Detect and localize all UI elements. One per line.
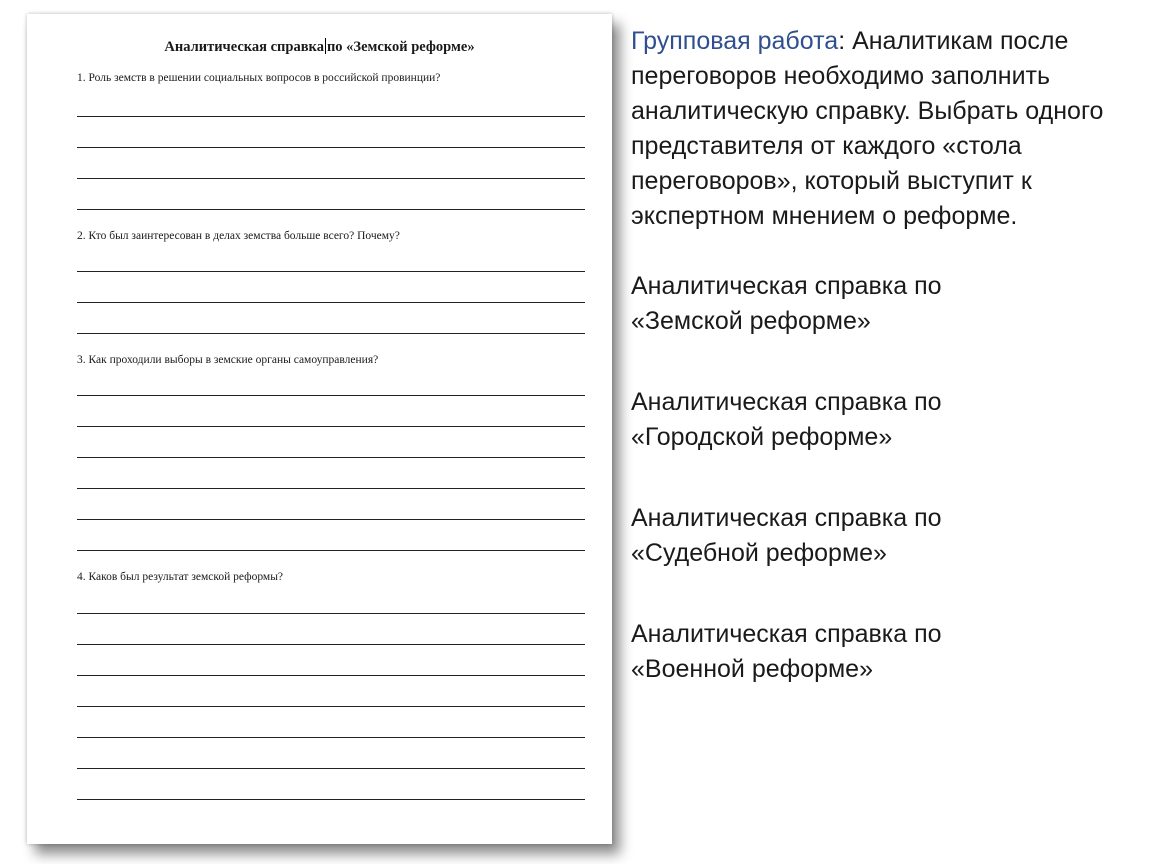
answer-line (77, 737, 585, 738)
document-title-part1: Аналитическая справка (164, 39, 324, 55)
answer-line (77, 613, 585, 614)
question-1: 1. Роль земств в решении социальных вопросов в российской провинции? (77, 72, 441, 84)
question-4: 4. Каков был результат земской реформы? (77, 571, 284, 583)
answer-line (77, 333, 585, 334)
answer-line (77, 178, 585, 179)
reform-item-line2: «Городской реформе» (631, 423, 893, 451)
answer-line (77, 675, 585, 676)
document-image (27, 14, 612, 844)
reform-item-line1: Аналитическая справка по (631, 272, 942, 300)
task-panel (631, 24, 1131, 687)
reform-item-line1: Аналитическая справка по (631, 620, 942, 648)
text-cursor (325, 38, 326, 54)
reform-item-line1: Аналитическая справка по (631, 388, 942, 416)
answer-line (77, 799, 585, 800)
document-title (27, 38, 612, 56)
document-title-part2: по «Земской реформе» (326, 39, 475, 55)
answer-line (77, 395, 585, 396)
reform-item-line1: Аналитическая справка по (631, 504, 942, 532)
reform-item-zemstvo (631, 269, 1131, 339)
answer-line (77, 706, 585, 707)
answer-line (77, 519, 585, 520)
group-work-label: Групповая работа (631, 27, 839, 55)
answer-line (77, 147, 585, 148)
answer-line (77, 426, 585, 427)
question-2: 2. Кто был заинтересован в делах земства больше всего? Почему? (77, 230, 400, 242)
task-text: : Аналитикам после переговоров необходимо заполнить аналитическую справку. Выбрать одного представителя от каждого «стола переговоров», который выступит к экспертном мнением о реформе. (631, 27, 1104, 230)
answer-line (77, 768, 585, 769)
reform-item-city (631, 385, 1131, 455)
answer-line (77, 302, 585, 303)
task-description (631, 24, 1131, 234)
answer-line (77, 209, 585, 210)
answer-line (77, 457, 585, 458)
answer-line (77, 271, 585, 272)
reform-item-line2: «Судебной реформе» (631, 539, 887, 567)
reform-item-judicial (631, 501, 1131, 571)
answer-line (77, 550, 585, 551)
answer-line (77, 116, 585, 117)
answer-line (77, 488, 585, 489)
reform-item-line2: «Земской реформе» (631, 307, 871, 335)
reform-item-line2: «Военной реформе» (631, 655, 873, 683)
reform-item-military (631, 617, 1131, 687)
question-3: 3. Как проходили выборы в земские органы самоуправления? (77, 354, 379, 366)
answer-line (77, 644, 585, 645)
